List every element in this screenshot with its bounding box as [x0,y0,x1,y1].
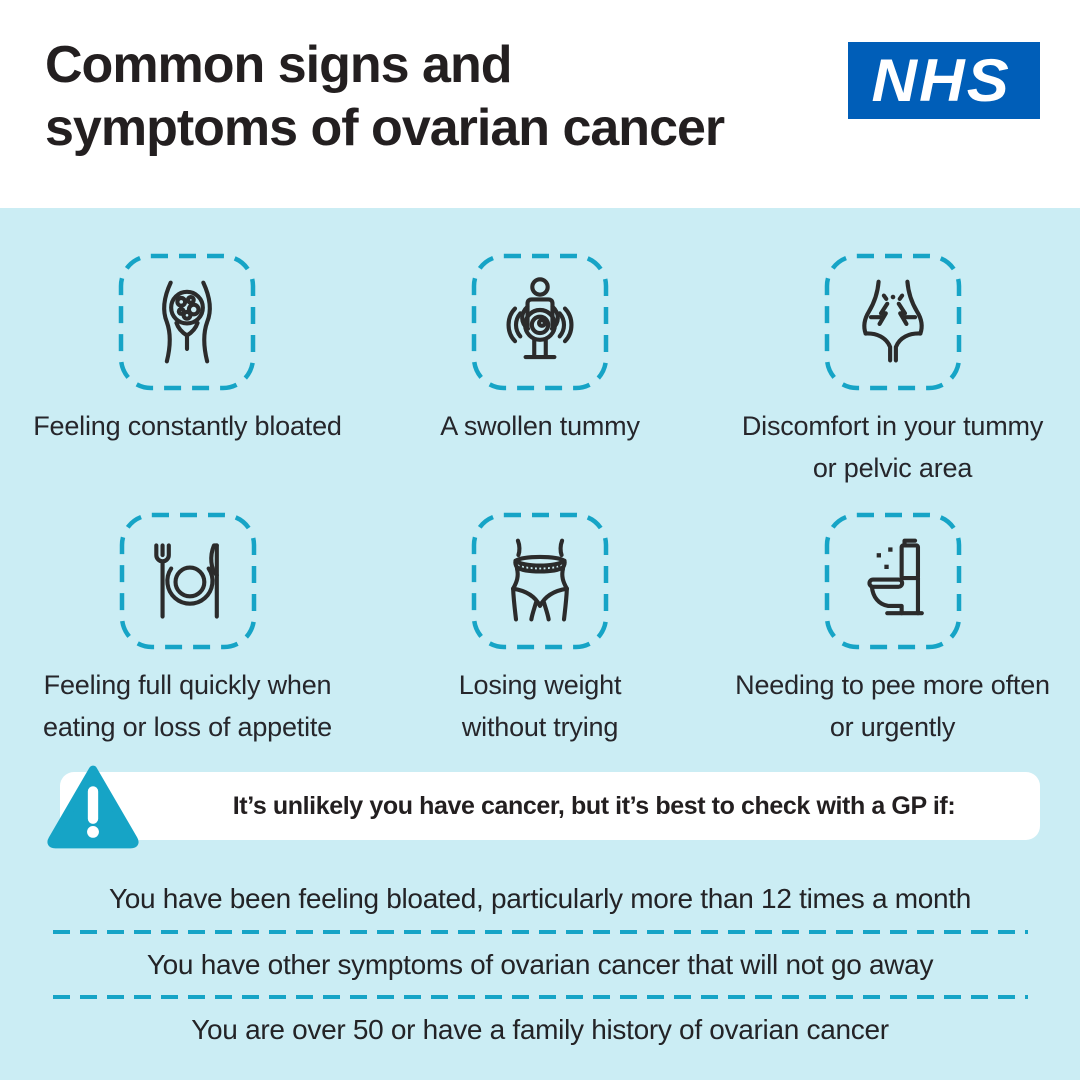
nhs-logo [848,42,1040,119]
checklist-item: You have been feeling bloated, particularly more than 12 times a month [108,883,972,914]
symptom-tile [118,253,256,391]
header [0,0,1080,208]
symptom-card-appetite [13,512,363,771]
symptom-card-weight-loss [415,512,665,771]
gp-warning-text: It’s unlikely you have cancer, but it’s best to check with a GP if: [232,791,956,820]
swollen-tummy-icon [471,253,609,391]
symptom-card-bloated [33,253,342,512]
symptom-grid [0,208,1080,771]
symptom-label: Discomfort in your tummy or pelvic area [741,411,1044,483]
symptom-label: Feeling full quickly when eating or loss of appetite [43,670,332,742]
symptom-tile [471,512,609,650]
symptom-tile [119,512,257,650]
symptom-card-pelvic-discomfort [728,253,1058,512]
bloated-abdomen-icon [118,253,256,391]
symptom-card-swollen-tummy [440,253,640,512]
page-title-line2: symptoms of ovarian cancer [45,99,725,158]
nhs-logo-text: NHS [871,46,1011,114]
symptom-label: Needing to pee more often or urgently [735,670,1050,742]
page-title [45,34,724,161]
symptom-label: Feeling constantly bloated [33,411,342,441]
measuring-tape-waist-icon [471,512,609,650]
pelvic-discomfort-icon [824,253,962,391]
toilet-icon [824,512,962,650]
symptom-label: A swollen tummy [440,411,640,441]
warning-triangle-icon [46,763,140,850]
page-title-line1: Common signs and [45,36,512,94]
symptom-tile [824,512,962,650]
dashed-divider [53,930,1028,934]
plate-cutlery-icon [119,512,257,650]
symptom-tile [824,253,962,391]
checklist-item: You have other symptoms of ovarian cancer that will not go away [146,948,934,980]
symptom-label: Losing weight without trying [458,670,622,742]
checklist-item: You are over 50 or have a family history of ovarian cancer [191,1014,889,1046]
symptom-card-urination [728,512,1058,771]
dashed-divider [53,995,1028,999]
gp-checklist [0,882,1080,1047]
symptom-tile [471,253,609,391]
gp-warning-banner [60,772,1040,840]
